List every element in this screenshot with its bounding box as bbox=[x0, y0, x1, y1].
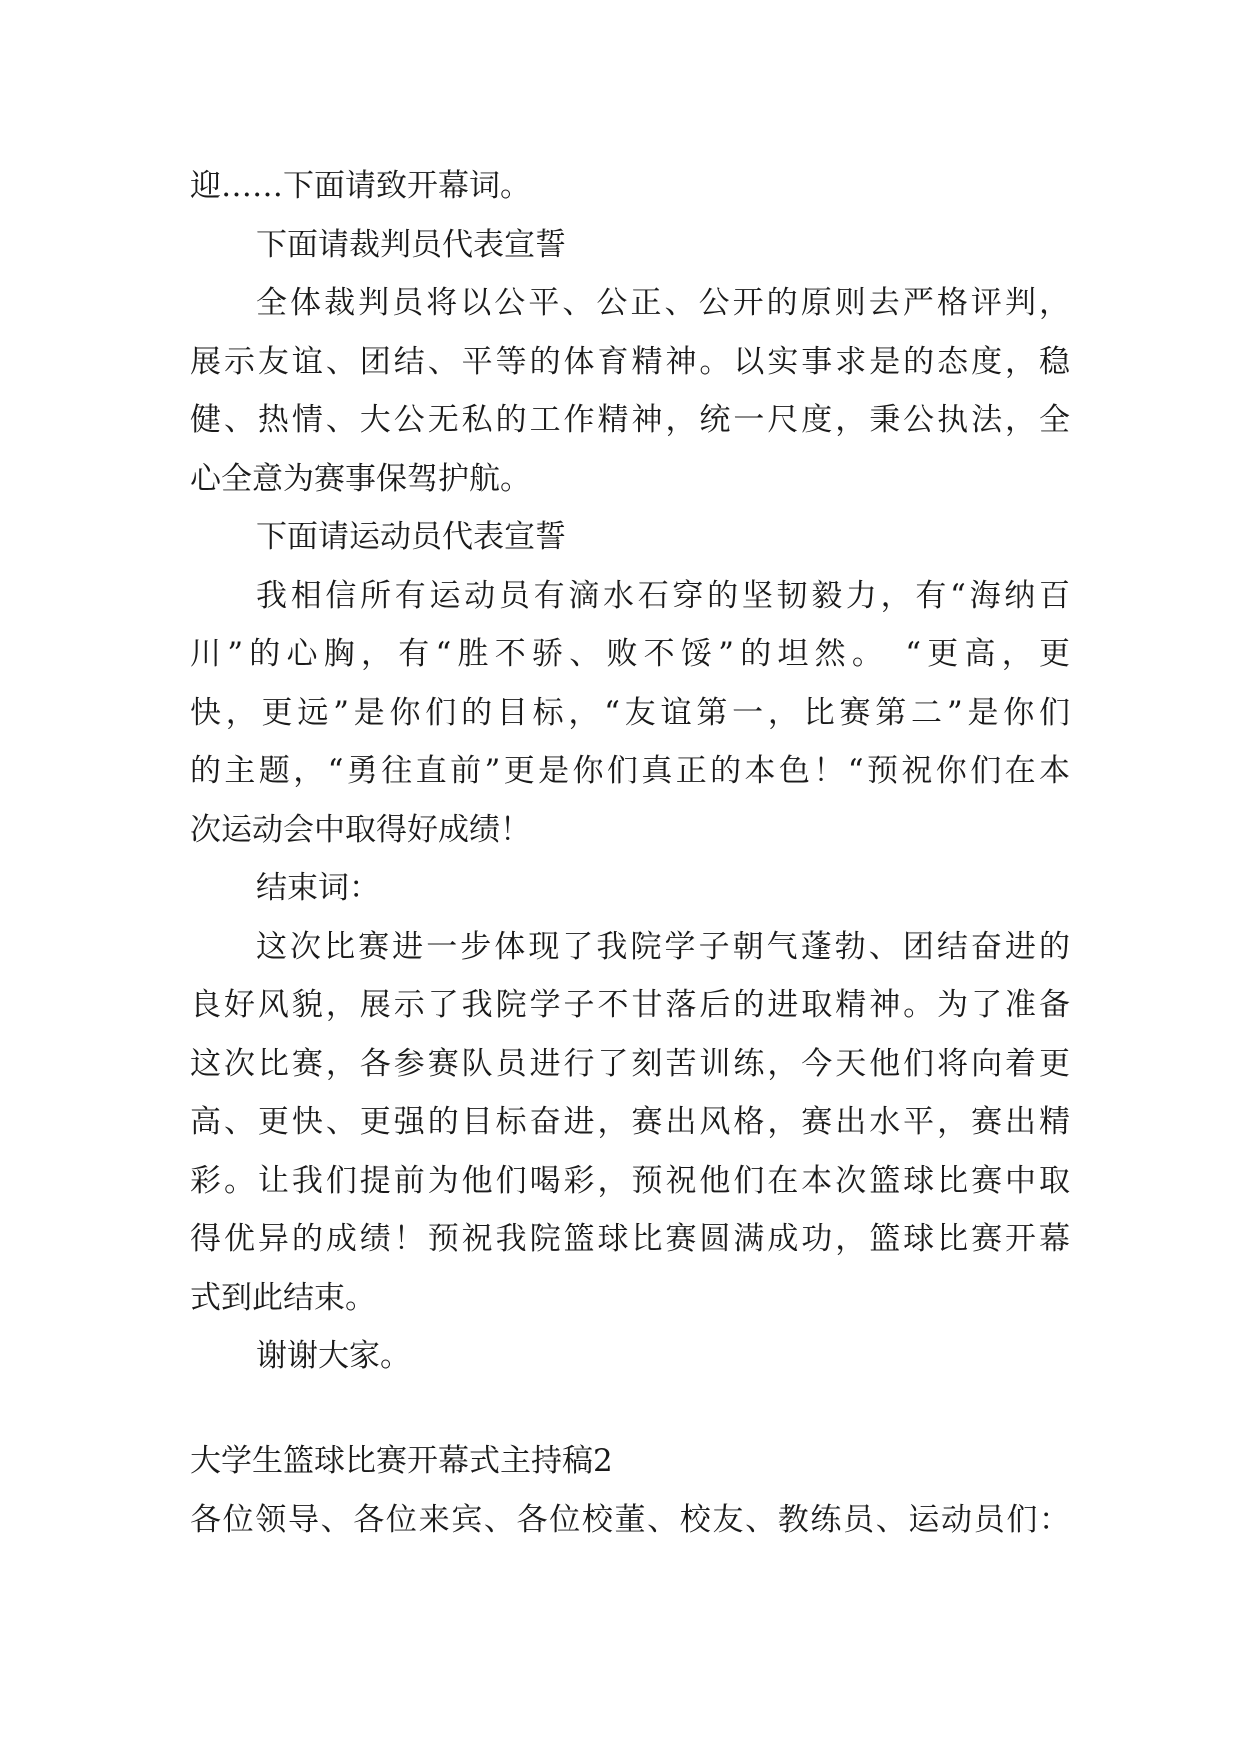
paragraph-line: 全体裁判员将以公平、公正、公开的原则去严格评判， bbox=[256, 285, 1070, 321]
paragraph-line: 展示友谊、团结、平等的体育精神。以实事求是的态度，稳 bbox=[190, 344, 1070, 380]
paragraph-line: 健、热情、大公无私的工作精神，统一尺度，秉公执法，全 bbox=[190, 402, 1070, 438]
paragraph-line: 迎……下面请致开幕词。 bbox=[190, 168, 531, 204]
paragraph-line: 这次比赛进一步体现了我院学子朝气蓬勃、团结奋进的 bbox=[256, 929, 1070, 965]
paragraph-line: 我相信所有运动员有滴水石穿的坚韧毅力，有“海纳百 bbox=[256, 578, 1070, 614]
paragraph-heading: 下面请运动员代表宣誓 bbox=[256, 519, 566, 555]
paragraph-line: 心全意为赛事保驾护航。 bbox=[190, 461, 531, 497]
paragraph-line: 的主题，“勇往直前”更是你们真正的本色！“预祝你们在本 bbox=[190, 753, 1070, 789]
paragraph-line: 得优异的成绩！预祝我院篮球比赛圆满成功，篮球比赛开幕 bbox=[190, 1221, 1070, 1257]
paragraph-line: 各位领导、各位来宾、各位校董、校友、教练员、运动员们： bbox=[190, 1502, 1070, 1538]
paragraph-line: 川”的心胸，有“胜不骄、败不馁”的坦然。 “更高，更 bbox=[190, 636, 1070, 672]
paragraph-line: 谢谢大家。 bbox=[256, 1338, 411, 1374]
paragraph-line: 这次比赛，各参赛队员进行了刻苦训练，今天他们将向着更 bbox=[190, 1046, 1070, 1082]
section-title: 大学生篮球比赛开幕式主持稿2 bbox=[190, 1443, 613, 1479]
paragraph-line: 彩。让我们提前为他们喝彩，预祝他们在本次篮球比赛中取 bbox=[190, 1163, 1070, 1199]
paragraph-line: 次运动会中取得好成绩！ bbox=[190, 812, 531, 848]
paragraph-line: 快，更远”是你们的目标，“友谊第一，比赛第二”是你们 bbox=[190, 695, 1070, 731]
paragraph-line: 式到此结束。 bbox=[190, 1280, 376, 1316]
paragraph-line: 高、更快、更强的目标奋进，赛出风格，赛出水平，赛出精 bbox=[190, 1104, 1070, 1140]
paragraph-heading: 结束词： bbox=[256, 870, 380, 906]
paragraph-heading: 下面请裁判员代表宣誓 bbox=[256, 227, 566, 263]
paragraph-line: 良好风貌，展示了我院学子不甘落后的进取精神。为了准备 bbox=[190, 987, 1070, 1023]
